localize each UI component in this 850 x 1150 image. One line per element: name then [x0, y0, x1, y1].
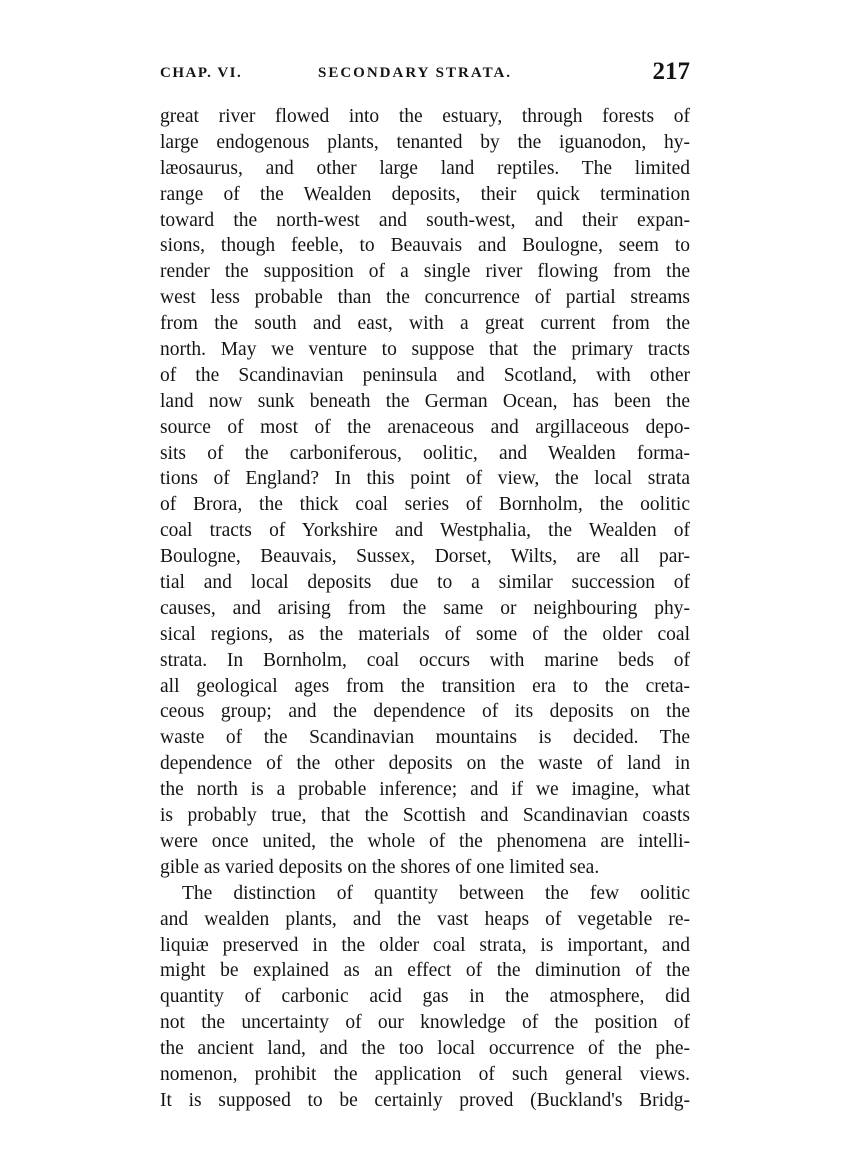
text-line: ceous group; and the dependence of its deposits on the — [160, 701, 690, 723]
text-line: from the south and east, with a great current from the — [160, 313, 690, 335]
text-line: not the uncertainty of our knowledge of the position of — [160, 1012, 690, 1034]
text-line: were once united, the whole of the phenomena are intelli- — [160, 830, 690, 852]
text-line: sical regions, as the materials of some of the older coal — [160, 623, 690, 645]
text-line: render the supposition of a single river flowing from the — [160, 261, 690, 283]
text-line: quantity of carbonic acid gas in the atmosphere, did — [160, 986, 690, 1008]
page-number: 217 — [652, 58, 690, 85]
text-line: sits of the carboniferous, oolitic, and Wealden forma- — [160, 442, 690, 464]
text-line: læosaurus, and other large land reptiles. The limited — [160, 157, 690, 179]
body-text — [160, 104, 690, 1114]
text-line: coal tracts of Yorkshire and Westphalia, the Wealden of — [160, 520, 690, 542]
text-line: strata. In Bornholm, coal occurs with marine beds of — [160, 649, 690, 671]
text-line: west less probable than the concurrence of partial streams — [160, 287, 690, 309]
text-line: the ancient land, and the too local occurrence of the phe- — [160, 1038, 690, 1060]
text-line: toward the north-west and south-west, and their expan- — [160, 209, 690, 231]
text-line: large endogenous plants, tenanted by the iguanodon, hy- — [160, 131, 690, 153]
text-line: liquiæ preserved in the older coal strata, is important, and — [160, 934, 690, 956]
paragraph-end-line: gible as varied deposits on the shores of one limited sea. — [160, 856, 600, 878]
text-line: might be explained as an effect of the diminution of the — [160, 960, 690, 982]
paragraph-start-line: The distinction of quantity between the few oolitic — [182, 882, 690, 904]
text-line: land now sunk beneath the German Ocean, has been the — [160, 390, 690, 412]
text-line: north. May we venture to suppose that the primary tracts — [160, 339, 690, 361]
text-line: nomenon, prohibit the application of such general views. — [160, 1063, 690, 1085]
chapter-label: CHAP. VI. — [160, 65, 243, 81]
text-line: of the Scandinavian peninsula and Scotland, with other — [160, 364, 690, 386]
text-line: the north is a probable inference; and if we imagine, what — [160, 779, 690, 801]
text-line: causes, and arising from the same or neighbouring phy- — [160, 597, 690, 619]
text-line: Boulogne, Beauvais, Sussex, Dorset, Wilts, are all par- — [160, 546, 690, 568]
text-line: of Brora, the thick coal series of Bornholm, the oolitic — [160, 494, 690, 516]
text-line: all geological ages from the transition era to the creta- — [160, 675, 690, 697]
text-line: great river flowed into the estuary, through forests of — [160, 106, 690, 127]
text-line: source of most of the arenaceous and argillaceous depo- — [160, 416, 690, 438]
running-head — [160, 56, 690, 90]
text-line: tial and local deposits due to a similar succession of — [160, 572, 690, 594]
text-line: dependence of the other deposits on the waste of land in — [160, 753, 690, 775]
text-line: range of the Wealden deposits, their quick termination — [160, 183, 690, 205]
text-line: and wealden plants, and the vast heaps of vegetable re- — [160, 908, 690, 930]
text-line: tions of England? In this point of view, the local strata — [160, 468, 690, 490]
text-line: is probably true, that the Scottish and Scandinavian coasts — [160, 805, 690, 827]
text-line: It is supposed to be certainly proved (Buckland's Bridg- — [160, 1089, 690, 1111]
text-line: waste of the Scandinavian mountains is decided. The — [160, 727, 690, 749]
text-line: sions, though feeble, to Beauvais and Boulogne, seem to — [160, 235, 690, 257]
section-title: SECONDARY STRATA. — [318, 65, 513, 81]
